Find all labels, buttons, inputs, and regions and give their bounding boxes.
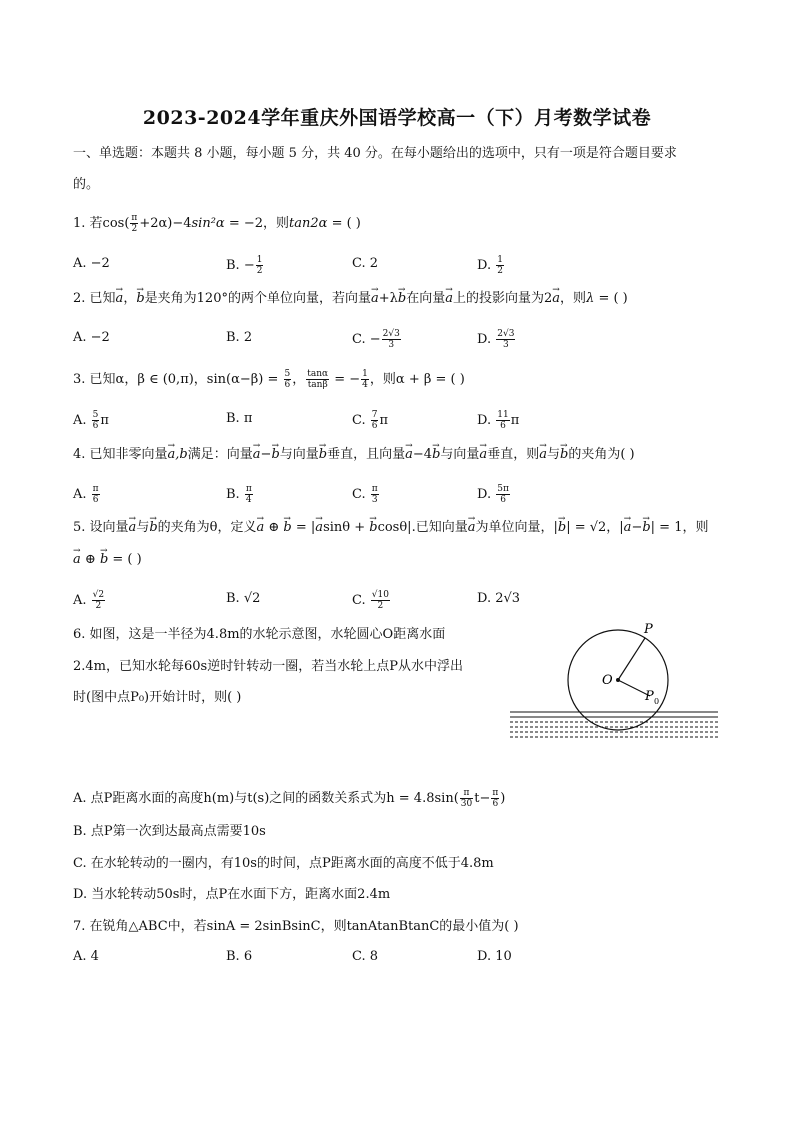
q3-option-c[interactable]: C. $\frac{7}{6}$ π (352, 410, 389, 431)
q6-option-d[interactable]: D. 当水轮转动50s时，点P在水面下方，距离水面2.4m (73, 887, 391, 902)
q4-option-b[interactable]: B. $\frac{\pi}{4}$ (226, 484, 252, 505)
q3-option-a[interactable]: A. $\frac{5}{6}$ π (73, 410, 109, 431)
q1-frac: $\frac{\pi}{2}$ (131, 213, 138, 234)
q7-option-b[interactable]: B. 6 (226, 949, 253, 964)
label-p0-subscript: 0 (654, 697, 660, 706)
q7-option-c[interactable]: C. 8 (352, 949, 379, 964)
q5-option-d[interactable]: D. 2√3 (477, 591, 521, 606)
q1-option-c[interactable]: C. 2 (352, 256, 379, 271)
q4-option-d[interactable]: D. $\frac{5\pi}{6}$ (477, 484, 509, 505)
label-p0: P (645, 689, 654, 704)
label-o: O (602, 673, 613, 688)
q1-option-d[interactable]: D. $\frac{1}{2}$ (477, 255, 503, 276)
q2-option-c[interactable]: C. − $\frac{2√3}{3}$ (352, 329, 400, 350)
question-6-stem-line3: 时(图中点P₀)开始计时，则( ) (73, 690, 242, 705)
q3-option-d[interactable]: D. $\frac{11}{6}$ π (477, 410, 520, 431)
q1-text-c: sin²α (191, 216, 225, 231)
section-header-line1: 一、单选题：本题共 8 小题，每小题 5 分，共 40 分。在每小题给出的选项中，只有一项是符合题目要求 (73, 146, 677, 161)
page-title: 2023-2024学年重庆外国语学校高一（下）月考数学试卷 (142, 107, 652, 129)
q3-option-b[interactable]: B. π (226, 411, 253, 426)
q1-option-a[interactable]: A. −2 (73, 256, 110, 271)
q7-option-a[interactable]: A. 4 (73, 949, 99, 964)
water-wheel-figure (505, 616, 720, 746)
q2-option-a[interactable]: A. −2 (73, 330, 110, 345)
q6-option-a[interactable]: A. 点P距离水面的高度h(m)与t(s)之间的函数关系式为h = 4.8sin( $\frac{\pi}{30}$ t− $\frac{\pi}{6}$ ) (73, 788, 506, 809)
question-5-stem-line2: → a ⊕ → b = ( ) (73, 551, 142, 569)
q1-text-f: = ( ) (327, 216, 361, 231)
question-6-stem-line1: 6. 如图，这是一半径为4.8m的水轮示意图，水轮圆心O距离水面 (73, 627, 446, 642)
q1-option-b[interactable]: B. − $\frac{1}{2}$ (226, 255, 263, 276)
q1-text-e: tan2α (289, 216, 328, 231)
question-1-stem (73, 213, 361, 234)
q1-text-d: = −2，则 (224, 216, 290, 231)
q5-option-c[interactable]: C. $\frac{√10}{2}$ (352, 590, 389, 611)
section-header-line2: 的。 (73, 177, 100, 192)
question-7-stem: 7. 在锐角△ABC中，若sinA = 2sinBsinC，则tanAtanBtanC的最小值为( ) (73, 919, 519, 934)
question-5-stem-line1: 5. 设向量→ a与→ b的夹角为θ，定义→ a ⊕ → b = |→ asinθ + → bcosθ|.已知向量→ a为单位向量，|→ b| = √2，|→ a−→ b| = 1，则 (73, 519, 708, 537)
q2-option-b[interactable]: B. 2 (226, 330, 253, 345)
label-p: P (644, 622, 653, 637)
question-3-stem: 3. 已知α，β ∈ (0,π)，sin(α−β) = $\frac{5}{6}$ ， $\frac{\tan\alpha}{\tan\beta}$ = − $\frac{1}{4}$ ，则α + β = ( ) (73, 369, 465, 390)
q4-option-a[interactable]: A. $\frac{\pi}{6}$ (73, 484, 99, 505)
q2-option-d[interactable]: D. $\frac{2√3}{3}$ (477, 329, 515, 350)
q7-option-d[interactable]: D. 10 (477, 949, 512, 964)
q1-text: 1. 若cos( (73, 216, 130, 231)
q4-option-c[interactable]: C. $\frac{\pi}{3}$ (352, 484, 378, 505)
question-6-stem-line2: 2.4m，已知水轮每60s逆时针转动一圈，若当水轮上点P从水中浮出 (73, 659, 463, 674)
q1-text-b: +2α)−4 (139, 216, 192, 231)
q5-option-b[interactable]: B. √2 (226, 591, 261, 606)
question-2-stem: 2. 已知→ a，→ b是夹角为120°的两个单位向量，若向量→ a+λ→ b在向量→ a上的投影向量为2→ a，则λ = ( ) (73, 290, 628, 308)
question-4-stem: 4. 已知非零向量→ a,b满足：向量→ a−→ b与向量→ b垂直，且向量→ a−4→ b与向量→ a垂直，则→ a与→ b的夹角为( ) (73, 446, 635, 464)
q6-option-b[interactable]: B. 点P第一次到达最高点需要10s (73, 824, 266, 839)
q6-option-c[interactable]: C. 在水轮转动的一圈内，有10s的时间，点P距离水面的高度不低于4.8m (73, 856, 494, 871)
q5-option-a[interactable]: A. $\frac{√2}{2}$ (73, 590, 105, 611)
radius-to-p (618, 638, 645, 680)
